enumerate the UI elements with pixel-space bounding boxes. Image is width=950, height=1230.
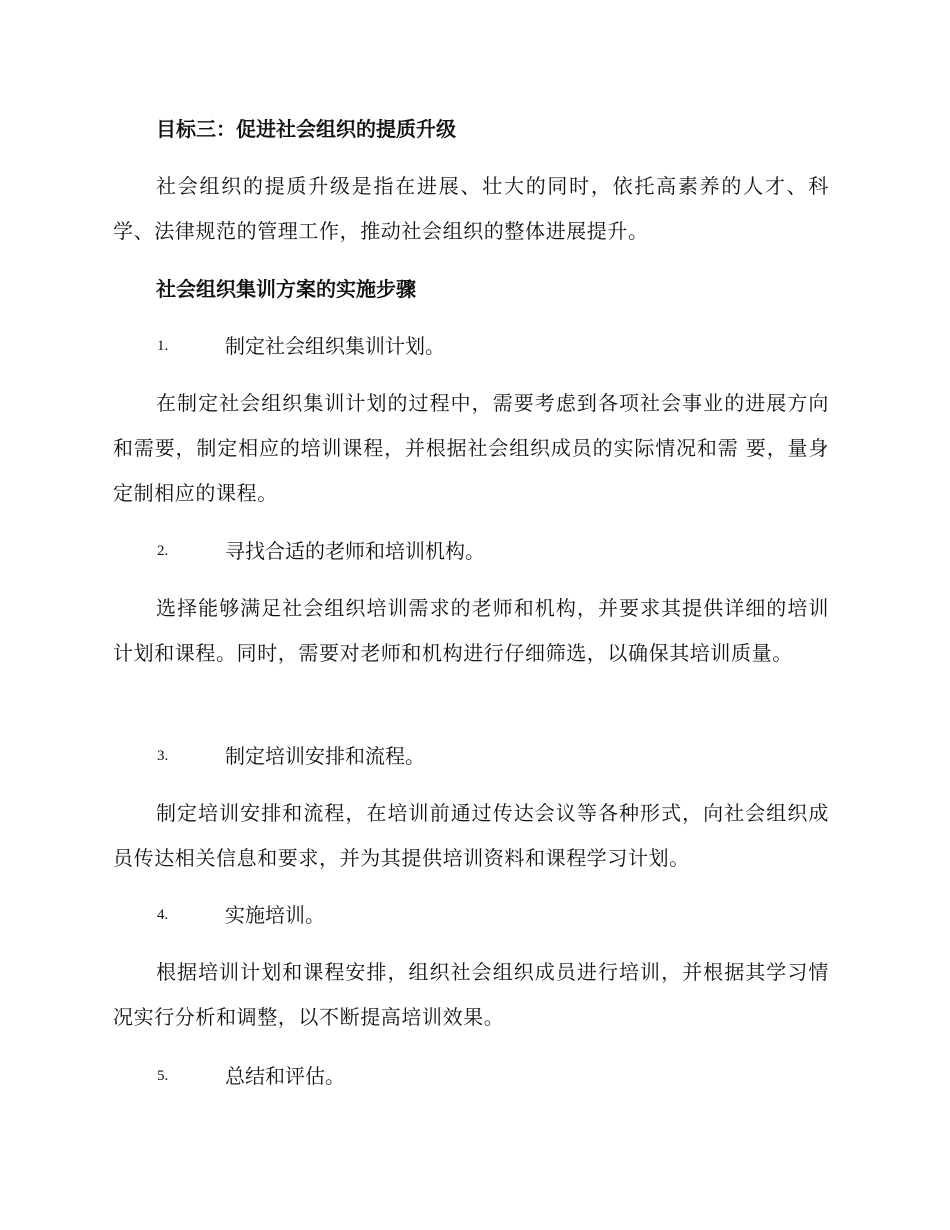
step-number: 5. [157, 1068, 169, 1084]
step-item [157, 1060, 345, 1092]
step-number: 4. [157, 907, 169, 923]
step-title: 寻找合适的老师和培训机构。 [225, 539, 485, 563]
goal-heading: 目标三：促进社会组织的提质升级 [156, 117, 456, 141]
step-body: 在制定社会组织集训计划的过程中，需要考虑到各项社会事业的进展方向和需要，制定相应的培训课程，并根据社会组织成员的实际情况和需 要，量身定制相应的课程。 [113, 391, 829, 505]
step-title: 制定培训安排和流程。 [225, 744, 425, 768]
steps-heading: 社会组织集训方案的实施步骤 [156, 277, 416, 301]
step-number: 3. [157, 748, 169, 764]
step-body: 选择能够满足社会组织培训需求的老师和机构，并要求其提供详细的培训计划和课程。同时，需要对老师和机构进行仔细筛选，以确保其培训质量。 [113, 596, 829, 665]
goal-paragraph: 社会组织的提质升级是指在进展、壮大的同时，依托高素养的人才、科学、法律规范的管理工作，推动社会组织的整体进展提升。 [113, 174, 829, 243]
step-number: 2. [157, 543, 169, 559]
step-body: 根据培训计划和课程安排，组织社会组织成员进行培训，并根据其学习情况实行分析和调整，以不断提高培训效果。 [113, 960, 829, 1029]
step-title: 实施培训。 [225, 903, 325, 927]
step-item [157, 330, 445, 362]
step-number: 1. [157, 338, 169, 354]
step-item [157, 535, 485, 567]
step-title: 总结和评估。 [225, 1064, 345, 1088]
step-body: 制定培训安排和流程，在培训前通过传达会议等各种形式，向社会组织成员传达相关信息和要求，并为其提供培训资料和课程学习计划。 [113, 801, 829, 870]
step-item [157, 740, 425, 772]
step-item [157, 899, 325, 931]
step-title: 制定社会组织集训计划。 [225, 334, 445, 358]
